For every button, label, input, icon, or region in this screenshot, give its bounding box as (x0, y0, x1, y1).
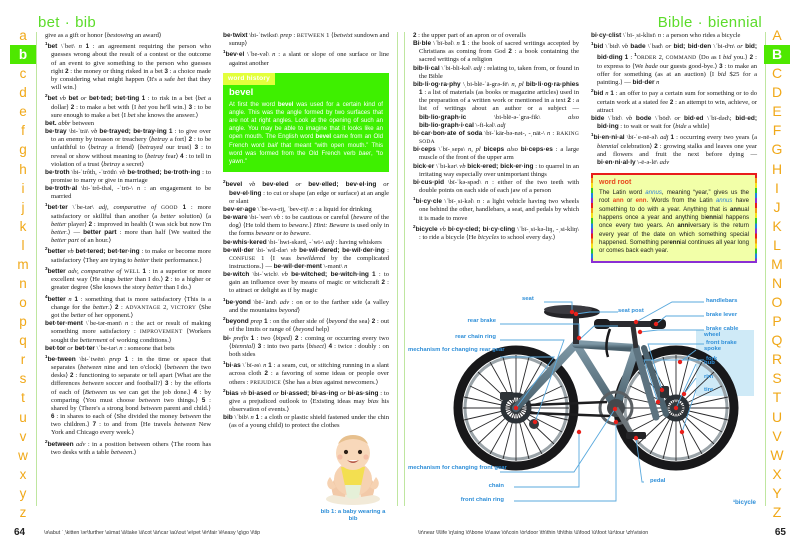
bike-label-front-brake: front brake (706, 340, 737, 346)
alphabet-tab-y[interactable]: y (19, 485, 27, 501)
alphabet-tab-k[interactable]: k (19, 218, 27, 234)
alphabet-tab-p[interactable]: p (19, 314, 27, 330)
alphabet-tab-w[interactable]: W (770, 446, 784, 463)
dictionary-entry: bib \ˈbib\ n 1 : a cloth or plastic shield fastened under the chin (as of a young child) to protect the clothes (223, 414, 389, 430)
dictionary-entry: $^1$bid \ˈbid\ vb bade \ˈbad\ or bid; bid·den \ˈbi-dᵊn\ or bid; bid·ding 1 : $^1$ORDER 2, COMMAND ⟨Do as I bid you.⟩ 2 : to express to ⟨We bade our guests good-bye.⟩ 3 : to make an offer for something (as at an auction) ⟨I bid $25 for a painting.⟩ — bid·der n (591, 41, 758, 87)
alphabet-tab-z[interactable]: Z (772, 503, 782, 520)
dictionary-entry: bi- prefix 1 : two ⟨biped⟩ 2 : coming or occurring every two ⟨biennial⟩ 3 : into two parts ⟨bisect⟩ 4 : twice : doubly : on both sides (223, 334, 390, 358)
dictionary-entry: $^2$bet vb bet or bet·ted; bet·ting 1 : to risk in a bet ⟨bet a dollar⟩ 2 : to make a bet with ⟨I bet you he'll win.⟩ 3 : to be sure enough to make a bet ⟨I bet she knows the answer.⟩ (45, 93, 212, 119)
dictionary-entry: bib·li·og·ra·phy \ˌbi-blē-ˈä-grə-fē\ n, pl bib·li·og·ra·phies 1 : a list of materials (as books or magazine articles) used in the preparation of a written work or mentioned in a text 2 : a list of writings about an author or a subject — bib·lio·graph·ic \bi-blē-ə-ˈgra-fik\ also bib·lio·graph·i·cal \-fi-kəl\ adj (413, 80, 580, 129)
alphabet-tab-i[interactable]: i (21, 180, 25, 196)
alphabet-rail-uppercase[interactable] (764, 26, 790, 522)
alphabet-tab-o[interactable]: o (19, 295, 27, 311)
dictionary-entry: be·tray \bi-ˈtrā\ vb be·trayed; be·tray·ing 1 : to give over to an enemy by treason or treachery ⟨betray a fort⟩ 2 : to be unfaithful to ⟨betray a friend⟩ ⟨betrayed our trust⟩ 3 : to reveal or show without meaning to ⟨betray fear⟩ 4 : to tell in violation of a trust ⟨betray a secret⟩ (45, 128, 211, 168)
dictionary-entry: bick·er \ˈbi-kər\ vb bick·ered; bick·er·ing : to quarrel in an irritating way especially over unimportant things (413, 162, 579, 178)
alphabet-tab-t[interactable]: T (772, 389, 782, 406)
alphabet-tab-d[interactable]: D (771, 84, 783, 101)
alphabet-tab-u[interactable]: u (19, 409, 27, 425)
alphabet-tab-g[interactable]: G (771, 141, 783, 158)
alphabet-tab-a[interactable]: a (19, 28, 27, 43)
alphabet-tab-z[interactable]: z (19, 504, 27, 520)
dictionary-entry: bi·ceps \ˈbī-ˌseps\ n, pl biceps also bi·ceps·es : a large muscle of the front of the upper arm (413, 146, 579, 162)
alphabet-tab-e[interactable]: E (772, 103, 782, 120)
dictionary-entry: $^1$bet \ˈbet\ n 1 : an agreement requiring the person who guesses wrong about the result of a contest or the outcome of an event to give something to the person who guesses right 2 : the money or thing risked in a bet 3 : a choice made by considering what might happen ⟨It's a safe bet that they will win.⟩ (45, 41, 211, 92)
dictionary-entry: be·witch \bi-ˈwich\ vb be·witched; be·witch·ing 1 : to gain an influence over by means of magic or witchcraft 2 : to attract or delight as if by magic (223, 271, 389, 295)
alphabet-tab-f[interactable]: f (21, 123, 25, 139)
alphabet-tab-r[interactable]: r (20, 352, 26, 368)
bike-label-rear-chain-ring: rear chain ring (455, 334, 496, 340)
alphabet-tab-o[interactable]: O (771, 294, 783, 311)
alphabet-tab-v[interactable]: V (772, 427, 782, 444)
dictionary-entry: bi·cy·clist \ˈbī-ˌsi-klist\ n : a person who rides a bicycle (591, 32, 741, 39)
word-history-title: bevel (229, 87, 254, 99)
alphabet-tab-j[interactable]: j (21, 199, 25, 215)
bike-label-wheel: wheel (704, 332, 721, 338)
bike-label-brake-lever: brake lever (706, 312, 738, 318)
running-head-right-first: Bible (657, 14, 693, 31)
bike-label-tire: tire (704, 387, 714, 393)
bicycle-figure-caption: ¹bicycle (732, 499, 756, 506)
dictionary-entry: be·twixt \bi-ˈtwikst\ prep : BETWEEN 1 ⟨betwixt sundown and sunup⟩ (223, 32, 389, 48)
dictionary-entry: $^2$bid n 1 : an offer to pay a certain sum for something or to do certain work at a stated fee 2 : an attempt to win, achieve, or attract (591, 88, 758, 114)
dictionary-entry: be·wil·der \bi-ˈwil-dər\ vb be·wil·dered; be·wil·der·ing : CONFUSE 1 ⟨I was bewildered by the complicated instructions.⟩ — be·wil·der·ment \-mənt\ n (223, 246, 389, 270)
bike-label-pedal: pedal (650, 478, 666, 484)
alphabet-tab-s[interactable]: s (19, 371, 27, 387)
bike-label-seat-post: seat post (618, 308, 644, 314)
running-head-right-last: biennial (707, 14, 762, 31)
alphabet-tab-l[interactable]: L (773, 236, 781, 253)
running-head-left-separator: · (64, 14, 71, 31)
baby-illustration-caption: bib 1: a baby wearing a bib (320, 508, 386, 523)
dictionary-entry: bi·car·bon·ate of soda \bī-ˈkär-bə-nət-, -ˌnāt-\ n : BAKING SODA (413, 129, 579, 146)
dictionary-entry: bet. abbr between (45, 119, 95, 127)
bike-label-chain: chain (488, 483, 504, 489)
bike-label-rear-brake: rear brake (467, 318, 496, 324)
bike-label-hub: hub (704, 360, 715, 366)
alphabet-tab-k[interactable]: K (772, 217, 782, 234)
dictionary-entry: be·troth \bi-ˈtrôth, -ˈtrōth\ vb be·trothed; be·troth·ing : to promise to marry or give in marriage (45, 168, 212, 184)
dictionary-entry: $^2$beyond prep 1 : on the other side of ⟨beyond the sea⟩ 2 : out of the limits or range of ⟨beyond help⟩ (223, 316, 390, 334)
alphabet-tab-l[interactable]: l (21, 237, 25, 253)
alphabet-tab-d[interactable]: d (19, 85, 27, 101)
alphabet-tab-p[interactable]: P (772, 313, 782, 330)
dictionary-entry: $^1$bev·el \ˈbe-vəl\ n : a slant or slope of one surface or line against another (223, 49, 390, 67)
alphabet-tab-j[interactable]: J (773, 198, 781, 215)
dictionary-entry: 2 : the upper part of an apron or of overalls (413, 32, 526, 39)
alphabet-tab-b[interactable]: b (10, 45, 36, 64)
dictionary-entry: be·whis·kered \bi-ˈhwi-skərd, -ˈwi-\ adj : having whiskers (223, 238, 382, 246)
alphabet-tab-h[interactable]: H (771, 160, 783, 177)
alphabet-tab-v[interactable]: v (19, 428, 27, 444)
alphabet-tab-u[interactable]: U (771, 408, 783, 425)
dictionary-entry: $^1$bi·en·ni·al \bī-ˈe-nē-əl\ adj 1 : occurring every two years ⟨a biennial celebration⟩ 2 : growing stalks and leaves one year and flowers and fruit the next before dying — bi·en·ni·al·ly \-ē-ə-lē\ adv (591, 132, 758, 166)
bike-label-mechanism-rear-gear: mechanism for changing rear gear (408, 347, 505, 353)
word-root-body: The Latin word annus, meaning “year,” gives us the root ann or enn. Words from the Latin annus have something to do with a year. Anything that is annual happens once a year and anything biennial happens once every two years. An anniversary is the return every year of the date on which something special happened. Something perennial continues all year long or comes back each year. (599, 189, 750, 255)
dictionary-entry: $^4$better n 1 : something that is more satisfactory ⟨This is a change for the better.⟩ 2 : ADVANTAGE 2, VICTORY ⟨She got the better of her opponent.⟩ (45, 293, 212, 320)
word-history-tag: word history (223, 73, 275, 86)
dictionary-entry: $^2$bias vb bi·ased or bi·assed; bi·as·ing or bi·as·sing : to give a prejudiced outlook to ⟨Existing ideas may bias his observation of events.⟩ (223, 387, 390, 414)
dictionary-entry: $^1$bet·ter \ˈbe-tər\ adj, comparative of GOOD 1 : more satisfactory or skillful than another ⟨a better solution⟩ ⟨a better player⟩ 2 : improved in health ⟨I was sick but now I'm better.⟩ — better part : more than half ⟨We waited the better part of an hour.⟩ (45, 202, 212, 245)
bike-label-front-chain-ring: front chain ring (460, 497, 504, 503)
alphabet-tab-q[interactable]: Q (771, 332, 783, 349)
alphabet-rail-lowercase[interactable] (10, 26, 36, 522)
bicycle-figure (404, 282, 766, 508)
dictionary-entry: bi·cus·pid \bī-ˈkə-spəd\ n : either of the two teeth with double points on each side of each jaw of a person (413, 178, 579, 194)
alphabet-tab-m[interactable]: M (771, 255, 783, 272)
dictionary-entry: bib·li·cal \ˈbi-bli-kəl\ adj : relating to, taken from, or found in the Bible (413, 64, 579, 80)
alphabet-tab-s[interactable]: S (772, 370, 782, 387)
alphabet-tab-b[interactable]: B (764, 45, 790, 64)
running-head-right (658, 14, 762, 31)
alphabet-tab-f[interactable]: F (772, 122, 782, 139)
alphabet-tab-q[interactable]: q (19, 333, 27, 349)
bike-label-spoke: spoke (704, 346, 722, 352)
word-root-tag: word root (599, 179, 632, 187)
column-4-entry-list (591, 32, 757, 167)
column-1-entries (45, 32, 211, 506)
word-history-body: At first the word bevel was used for a certain kind of angle. This was the angle formed by two surfaces that are not at right angles. Look at the opening of such an angle. You may be able to imagine that it looks like an open mouth. The English word bevel came from an Old French word baif that meant “with open mouth.” This word was formed from the Old French verb baer, “to yawn.” (229, 100, 383, 166)
alphabet-tab-x[interactable]: x (19, 466, 27, 482)
alphabet-tab-x[interactable]: X (772, 465, 782, 482)
alphabet-tab-c[interactable]: c (19, 66, 27, 82)
dictionary-entry: give as a gift or honor ⟨bestowing an award⟩ (45, 32, 162, 39)
pronunciation-key-left: \ə\abut ˈˌ\kitten \ər\further \a\mat \ā\take \ä\cot \är\car \aù\out \e\pet \ēr\fair \ē\easy \g\go \i\tip (44, 530, 261, 536)
running-head-right-separator: · (697, 14, 703, 31)
alphabet-tab-n[interactable]: N (771, 275, 783, 292)
alphabet-tab-g[interactable]: g (19, 142, 27, 158)
dictionary-entry: $^1$be·tween \bi-ˈtwēn\ prep 1 : in the time or space that separates ⟨between nine and ten o'clock⟩ ⟨between the two desks⟩ 2 : functioning to separate or tell apart ⟨What are the differences between soccer and football?⟩ 3 : by the efforts of each of ⟨Between us we can get the job done.⟩ 4 : by comparing ⟨You must choose between two things.⟩ 5 : shared by ⟨There's a strong bond between parent and child.⟩ 6 : in shares to each of ⟨She divided the money between the two children.⟩ 7 : to and from ⟨He travels between New York and Chicago every week.⟩ (45, 353, 212, 437)
dictionary-entry: $^1$bi·as \ˈbī-əs\ n 1 : a seam, cut, or stitching running in a slant across cloth 2 : a favoring of some ideas or people over others : PREJUDICE ⟨She has a bias against newcomers.⟩ (223, 360, 389, 386)
alphabet-tab-i[interactable]: I (775, 179, 779, 196)
left-page (36, 32, 398, 523)
word-root-box (591, 173, 757, 263)
bike-label-mechanism-front-gear: mechanism for changing front gear (408, 465, 507, 471)
alphabet-tab-h[interactable]: h (19, 161, 27, 177)
dictionary-entry: Bi·ble \ˈbī-bəl\ n 1 : the book of sacred writings accepted by Christians as coming from God 2 : a book containing the sacred writings of a religion (413, 40, 580, 64)
dictionary-entry: bide \ˈbīd\ vb bode \ˈbōd\ or bid·ed \ˈbī-dəd\; bid·ed; bid·ing : to wait or wait for ⟨bide a while⟩ (591, 114, 757, 131)
dictionary-entry: bet·tor or bet·ter \ˈbe-tər\ n : someone that bets (45, 344, 175, 352)
dictionary-entry: be·troth·al \bi-ˈtrô-thəl, -ˈtrō-\ n : an engagement to be married (45, 185, 211, 201)
dictionary-entry: $^1$bi·cy·cle \ˈbī-ˌsi-kəl\ n : a light vehicle having two wheels one behind the other, handlebars, a seat, and pedals by which it is made to move (413, 196, 579, 222)
column-2-bottom-entries (223, 178, 390, 523)
dictionary-entry: be·ware \bi-ˈwer\ vb : to be cautious or careful ⟨beware of the dog⟩ ⟨He told them to beware.⟩ Hint: Beware is used only in the forms beware or to beware. (223, 214, 389, 238)
bike-label-fork: fork (706, 356, 718, 362)
bike-label-seat: seat (522, 296, 534, 302)
baby-illustration (317, 433, 389, 524)
alphabet-tab-t[interactable]: t (21, 390, 25, 406)
running-head-left (38, 14, 96, 31)
bike-label-handlebars: handlebars (706, 298, 738, 304)
alphabet-tab-n[interactable]: n (19, 276, 27, 292)
dictionary-entry: $^3$better adv, comparative of WELL 1 : in a superior or more excellent way ⟨He sings better than I do.⟩ 2 : to a higher or greater degree ⟨She knows the story better than I do.⟩ (45, 265, 212, 292)
word-history-box (223, 73, 389, 172)
column-2-top-entries (223, 32, 389, 68)
alphabet-tab-w[interactable]: w (18, 447, 28, 463)
running-head-left-first: bet (38, 14, 60, 31)
bike-label-rim: rim (704, 374, 714, 380)
alphabet-tab-y[interactable]: Y (772, 484, 782, 501)
dictionary-entry: bev·er·age \ˈbe-və-rij, ˈbev-rij\ n : a liquid for drinking (223, 205, 372, 213)
pronunciation-key-right: \ir\near \ī\life \ŋ\sing \ō\bone \ȯ\saw \ȯi\coin \ȯr\door \th\thin \th\this \ü\food \ù\foot \ùr\tour \zh\vision (418, 530, 649, 536)
alphabet-tab-e[interactable]: e (19, 104, 27, 120)
page-number-left: 64 (14, 527, 26, 538)
alphabet-tab-c[interactable]: C (771, 65, 783, 82)
dictionary-entry: $^2$bicycle vb bi·cy·cled; bi·cy·cling \ˈbī-ˌsi-kə-liŋ, -ˌsi-kliŋ\ : to ride a bicycle ⟨He bicycles to school every day.⟩ (413, 223, 580, 242)
running-head-left-last: bib (75, 14, 96, 31)
alphabet-tab-r[interactable]: R (771, 351, 783, 368)
dictionary-entry: $^2$better vb bet·tered; bet·ter·ing : to make or become more satisfactory ⟨They are trying to better their performance.⟩ (45, 246, 212, 264)
dictionary-entry: $^2$between adv : in a position between others ⟨The room has two desks with a table between.⟩ (45, 438, 211, 456)
dictionary-entry: $^2$bevel vb bev·eled or bev·elled; bev·el·ing or bev·el·ling : to cut or shape (an edge or surface) at an angle or slant (223, 179, 390, 205)
column-2-entries (223, 32, 390, 523)
alphabet-tab-a[interactable]: A (772, 27, 782, 43)
dictionary-entry: $^1$be·yond \bē-ˈänd\ adv : on or to the farther side ⟨a valley and the mountains beyond⟩ (223, 296, 390, 314)
bike-label-brake-cable: brake cable (706, 326, 739, 332)
dictionary-entry: bet·ter·ment \ˈbe-tər-mənt\ n : the act or result of making something more satisfactory : IMPROVEMENT ⟨Workers sought the betterment of working conditions.⟩ (45, 320, 211, 344)
page-number-right: 65 (774, 527, 786, 538)
alphabet-tab-m[interactable]: m (17, 256, 29, 272)
